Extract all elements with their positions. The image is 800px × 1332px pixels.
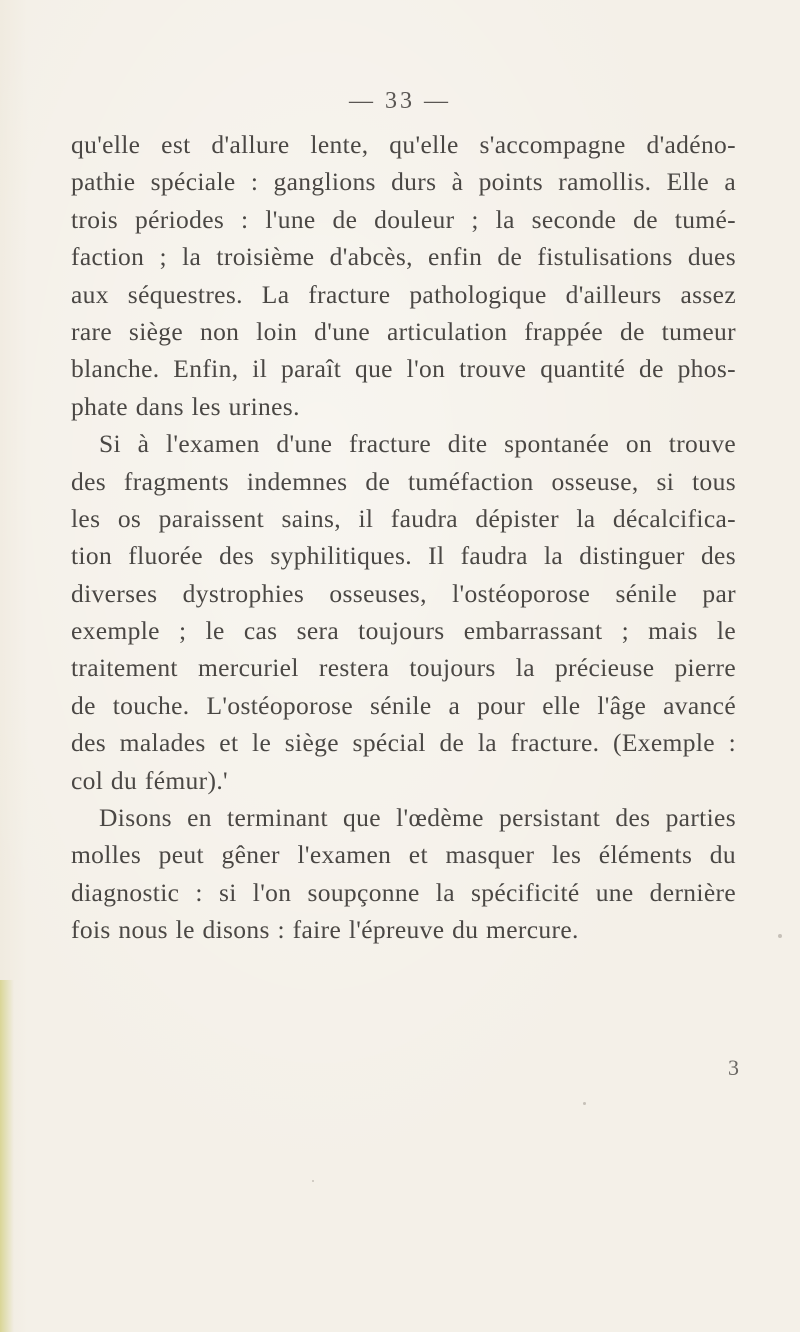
text-line: fois nous le disons : faire l'épreuve du mercure.: [71, 915, 579, 945]
paper-speck: [583, 1102, 586, 1105]
paper-speck: [778, 934, 782, 938]
page-number: — 33 —: [349, 88, 451, 114]
text-line: qu'elle est d'allure lente, qu'elle s'accompagne d'adéno-: [71, 130, 736, 159]
text-line: trois périodes : l'une de douleur ; la seconde de tumé-: [71, 204, 736, 234]
text-line: rare siège non loin d'une articulation frappée de tumeur: [71, 316, 736, 346]
body-text: [71, 126, 736, 949]
text-line: Disons en terminant que l'œdème persistant des parties: [99, 803, 736, 833]
text-line: faction ; la troisième d'abcès, enfin de fistulisations dues: [71, 242, 736, 272]
text-line: des fragments indemnes de tuméfaction osseuse, si tous: [71, 466, 736, 496]
text-line: pathie spéciale : ganglions durs à points ramollis. Elle a: [71, 167, 736, 197]
text-line: de touche. L'ostéoporose sénile a pour elle l'âge avancé: [71, 690, 736, 720]
text-line: aux séquestres. La fracture pathologique d'ailleurs assez: [71, 279, 736, 309]
paper-speck: [312, 1180, 314, 1182]
text-line: blanche. Enfin, il paraît que l'on trouve quantité de phos-: [71, 354, 736, 384]
text-line: molles peut gêner l'examen et masquer les éléments du: [71, 840, 736, 870]
corner-mark: 3: [728, 1055, 739, 1080]
text-line: col du fémur).': [71, 765, 229, 795]
text-line: tion fluorée des syphilitiques. Il faudra la distinguer des: [71, 541, 736, 571]
text-line: phate dans les urines.: [71, 391, 300, 421]
text-line: les os paraissent sains, il faudra dépister la décalcifica-: [71, 503, 736, 533]
binding-edge: [0, 980, 14, 1332]
text-line: diagnostic : si l'on soupçonne la spécificité une dernière: [71, 877, 736, 907]
text-line: des malades et le siège spécial de la fracture. (Exemple :: [71, 728, 736, 758]
text-line: Si à l'examen d'une fracture dite spontanée on trouve: [99, 429, 736, 459]
text-line: traitement mercuriel restera toujours la précieuse pierre: [71, 653, 736, 683]
text-line: exemple ; le cas sera toujours embarrassant ; mais le: [71, 616, 736, 646]
text-line: diverses dystrophies osseuses, l'ostéoporose sénile par: [71, 578, 736, 608]
